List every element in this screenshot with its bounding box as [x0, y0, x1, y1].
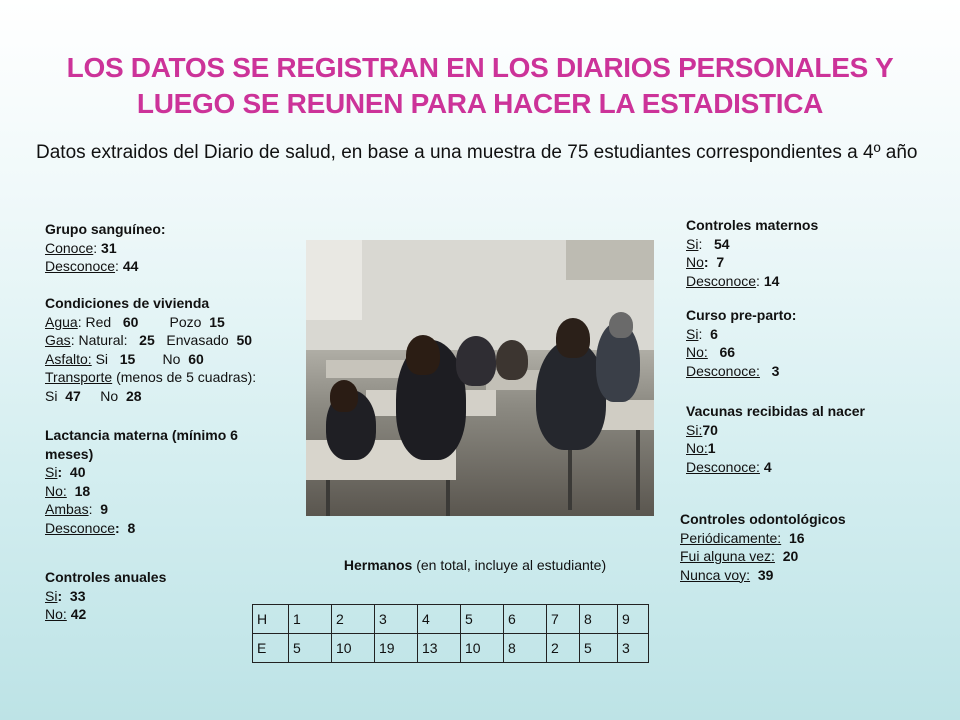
classroom-photo — [306, 240, 654, 516]
preparto-no-value: 66 — [719, 344, 736, 360]
odonto-fui-value: 20 — [782, 548, 799, 564]
title-line-1: LOS DATOS SE REGISTRAN EN LOS DIARIOS PERSONALES Y — [66, 52, 894, 83]
table-row — [253, 634, 649, 663]
table-cell: 10 — [332, 634, 375, 663]
vacunas-si-label: Si: — [686, 421, 703, 438]
table-cell: 7 — [547, 605, 580, 634]
table-cell: 2 — [547, 634, 580, 663]
controles-anuales-block: Controles anuales Si: 33 No: 42 — [45, 569, 167, 622]
transporte-si-label: Si — [45, 387, 58, 404]
maternos-no-value: 7 — [716, 254, 725, 270]
odonto-fui-label: Fui alguna vez: — [680, 548, 775, 564]
transporte-no-value: 28 — [125, 387, 142, 404]
grupo-sanguineo-block: Grupo sanguíneo: Conoce: 31 Desconoce: 44 — [45, 221, 166, 274]
page-title — [40, 50, 920, 122]
maternos-desconoce-value: 14 — [763, 272, 780, 289]
maternos-desconoce-label: Desconoce — [686, 272, 757, 289]
grupo-sanguineo-heading: Grupo sanguíneo: — [45, 221, 166, 237]
table-cell: 3 — [375, 605, 418, 634]
vacunas-desconoce-label: Desconoce: — [686, 458, 760, 475]
lactancia-desconoce-value: 8 — [127, 519, 136, 536]
vivienda-block: Condiciones de vivienda Agua: Red 60 Pozo 15 Gas: Natural: 25 Envasado 50 Asfalto: Si 15 No 60 Transporte (menos de 5 cuadras): Si 47 No 28 — [45, 294, 295, 405]
vacunas-block — [686, 402, 865, 476]
asfalto-si-label: Si — [95, 350, 109, 367]
gas-natural-label: Natural: — [78, 332, 128, 348]
maternos-si-value: 54 — [714, 235, 730, 252]
odonto-nunca-value: 39 — [757, 566, 774, 583]
anuales-si-value: 33 — [69, 587, 86, 604]
maternos-no-label: No — [686, 254, 704, 270]
table-cell: 8 — [580, 605, 618, 634]
lactancia-desconoce-label: Desconoce — [45, 519, 116, 536]
table-cell: 19 — [375, 634, 418, 663]
desconoce-label: Desconoce — [45, 258, 116, 274]
agua-red-label: Red — [85, 313, 112, 330]
gas-envasado-value: 50 — [236, 332, 253, 348]
lactancia-no-label: No: — [45, 482, 67, 499]
table-cell: 3 — [618, 634, 649, 663]
maternos-si-label: Si — [686, 235, 699, 252]
lactancia-si-value: 40 — [69, 464, 86, 480]
conoce-label: Conoce — [45, 239, 94, 256]
subtitle: Datos extraidos del Diario de salud, en base a una muestra de 75 estudiantes correspondientes a 4º año — [36, 142, 918, 163]
table-row — [253, 605, 649, 634]
agua-label: Agua — [45, 313, 78, 330]
table-cell: E — [253, 634, 289, 663]
curso-preparto-block: Curso pre-parto: Si: 6 No: 66 Desconoce: 3 — [686, 307, 797, 379]
asfalto-no-value: 60 — [188, 350, 204, 367]
table-cell: 5 — [289, 634, 332, 663]
table-cell: 1 — [289, 605, 332, 634]
table-cell: 9 — [618, 605, 649, 634]
lactancia-ambas-value: 9 — [100, 501, 109, 517]
hermanos-heading-note: (en total, incluye al estudiante) — [416, 557, 607, 573]
vacunas-si-value: 70 — [702, 421, 718, 438]
transporte-label: Transporte — [45, 369, 113, 385]
table-cell: 13 — [418, 634, 461, 663]
lactancia-heading: Lactancia materna (mínimo 6 meses) — [45, 427, 238, 462]
gas-natural-value: 25 — [139, 332, 155, 348]
title-line-2: LUEGO SE REUNEN PARA HACER LA ESTADISTICA — [136, 88, 824, 119]
table-cell: 5 — [580, 634, 618, 663]
table-cell: 5 — [461, 605, 504, 634]
controles-odontologicos-block — [680, 510, 846, 584]
odonto-periodicamente-value: 16 — [788, 529, 805, 546]
asfalto-si-value: 15 — [119, 350, 136, 367]
controles-anuales-heading: Controles anuales — [45, 569, 167, 585]
vivienda-heading: Condiciones de vivienda — [45, 295, 210, 311]
agua-pozo-label: Pozo — [169, 313, 202, 330]
controles-odontologicos-heading: Controles odontológicos — [680, 511, 846, 527]
agua-red-value: 60 — [122, 313, 139, 330]
transporte-note: (menos de 5 cuadras): — [116, 369, 257, 385]
transporte-si-value: 47 — [65, 387, 81, 404]
controles-maternos-heading: Controles maternos — [686, 217, 819, 233]
preparto-no-label: No: — [686, 344, 708, 360]
table-cell: 4 — [418, 605, 461, 634]
vacunas-no-value: 1 — [707, 440, 716, 456]
hermanos-heading — [340, 556, 610, 575]
transporte-no-label: No — [100, 387, 119, 404]
anuales-no-value: 42 — [70, 606, 87, 622]
table-cell: 10 — [461, 634, 504, 663]
vacunas-heading: Vacunas recibidas al nacer — [686, 403, 865, 419]
conoce-value: 31 — [101, 239, 117, 256]
gas-envasado-label: Envasado — [166, 332, 229, 348]
asfalto-label: Asfalto: — [45, 350, 92, 367]
hermanos-heading-bold: Hermanos — [343, 557, 413, 573]
gas-label: Gas — [45, 332, 71, 348]
curso-preparto-heading: Curso pre-parto: — [686, 307, 797, 323]
odonto-nunca-label: Nunca voy: — [680, 566, 751, 583]
vacunas-desconoce-value: 4 — [763, 458, 772, 475]
asfalto-no-label: No — [162, 350, 181, 367]
anuales-no-label: No: — [45, 606, 67, 622]
table-cell: 8 — [504, 634, 547, 663]
odonto-periodicamente-label: Periódicamente: — [680, 529, 782, 546]
desconoce-value: 44 — [122, 258, 139, 274]
vacunas-no-label: No: — [686, 440, 708, 456]
table-cell: 2 — [332, 605, 375, 634]
preparto-desconoce-value: 3 — [771, 362, 780, 379]
lactancia-block: Lactancia materna (mínimo 6 meses) Si: 40 No: 18 Ambas: 9 Desconoce: 8 — [45, 426, 280, 537]
anuales-si-label: Si — [45, 587, 58, 604]
lactancia-no-value: 18 — [74, 482, 91, 499]
table-cell: 6 — [504, 605, 547, 634]
lactancia-si-label: Si — [45, 464, 58, 480]
agua-pozo-value: 15 — [209, 313, 225, 330]
table-cell: H — [253, 605, 289, 634]
lactancia-ambas-label: Ambas — [45, 501, 89, 517]
preparto-desconoce-label: Desconoce: — [686, 362, 760, 379]
preparto-si-label: Si — [686, 325, 699, 342]
hermanos-table — [252, 604, 649, 663]
controles-maternos-block: Controles maternos Si: 54 No: 7 Desconoce: 14 — [686, 217, 819, 289]
preparto-si-value: 6 — [710, 325, 718, 342]
